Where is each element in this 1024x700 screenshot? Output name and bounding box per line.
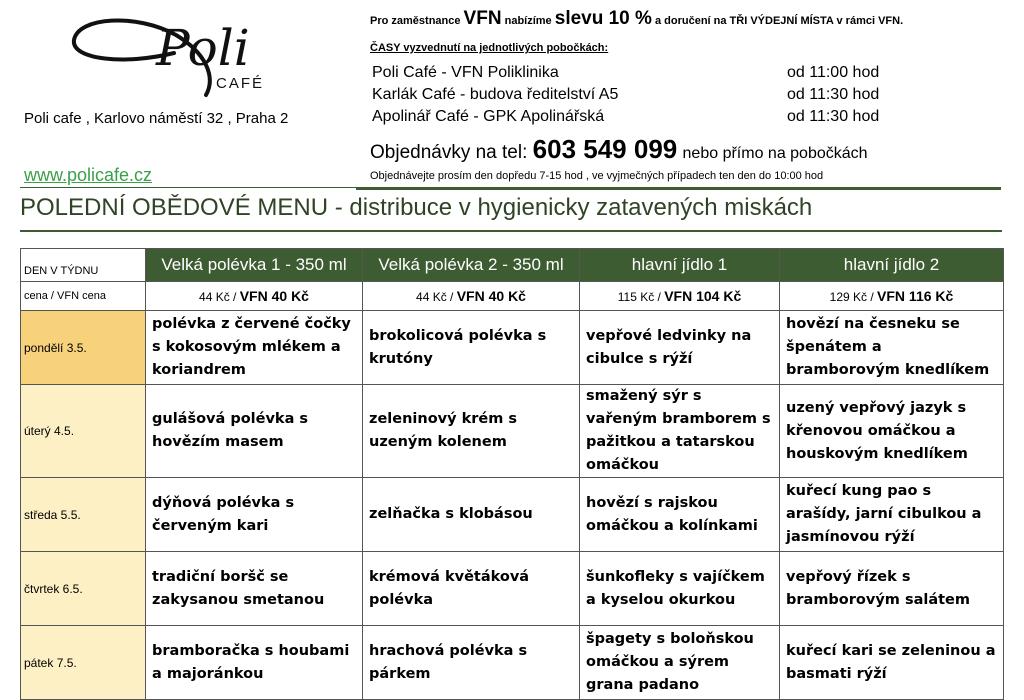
dish-cell: zeleninový krém s uzeným kolenem [363, 385, 580, 478]
dish-cell: kuřecí kari se zeleninou a basmati rýží [780, 626, 1004, 700]
location-time-2: od 11:30 hod [787, 86, 880, 103]
order-rest: nebo přímo na pobočkách [682, 145, 868, 162]
logo-subtext: CAFÉ [216, 75, 265, 92]
table-row [21, 385, 1004, 478]
divider [20, 230, 1002, 232]
promo-text-2: nabízíme [504, 15, 552, 27]
website-link[interactable]: www.policafe.cz [24, 165, 153, 185]
day-column-header: DEN V TÝDNU [21, 249, 146, 282]
dish-cell: gulášová polévka s hovězím masem [146, 385, 363, 478]
promo-text-1: Pro zaměstnance [370, 15, 461, 27]
dish-cell: uzený vepřový jazyk s křenovou omáčkou a houskovým knedlíkem [780, 385, 1004, 478]
table-row [21, 478, 1004, 552]
location-time-3: od 11:30 hod [787, 108, 880, 125]
promo-discount: slevu 10 % [554, 8, 652, 29]
price: 44 Kč / [199, 290, 237, 304]
poli-cafe-logo [56, 5, 286, 100]
table-header-row [21, 249, 1004, 282]
column-header-soup-2: Velká polévka 2 - 350 ml [363, 249, 580, 282]
pickup-title: ČASY vyzvednutí na jednotlivých pobočkách: [370, 42, 609, 54]
table-row [21, 311, 1004, 385]
vfn-price: VFN 40 Kč [239, 288, 309, 304]
dish-cell: tradiční boršč se zakysanou smetanou [146, 552, 363, 626]
price-label: cena / VFN cena [21, 282, 146, 311]
address: Poli cafe , Karlovo náměstí 32 , Praha 2 [24, 110, 289, 127]
promo-text-3: a doručení na TŘI VÝDEJNÍ MÍSTA v rámci VFN. [654, 15, 904, 27]
divider [20, 187, 356, 188]
vfn-price: VFN 40 Kč [456, 288, 526, 304]
location-time-1: od 11:00 hod [787, 64, 880, 81]
table-row [21, 626, 1004, 700]
dish-cell: šunkofleky s vajíčkem a kyselou okurkou [580, 552, 780, 626]
menu-table [20, 248, 1004, 700]
order-phone[interactable]: 603 549 099 [532, 134, 678, 164]
order-note: Objednávejte prosím den dopředu 7-15 hod , ve vyjmečných případech ten den do 10:00 hod [370, 170, 824, 182]
column-header-soup-1: Velká polévka 1 - 350 ml [146, 249, 363, 282]
column-header-main-1: hlavní jídlo 1 [580, 249, 780, 282]
price-cell [146, 282, 363, 311]
order-line [370, 134, 868, 165]
dish-cell: polévka z červené čočky s kokosovým mlékem a koriandrem [146, 311, 363, 385]
day-cell: pátek 7.5. [21, 626, 146, 700]
dish-cell: krémová květáková polévka [363, 552, 580, 626]
dish-cell: smažený sýr s vařeným bramborem s pažitkou a tatarskou omáčkou [580, 385, 780, 478]
location-name-2: Karlák Café - budova ředitelství A5 [372, 86, 619, 103]
table-row [21, 552, 1004, 626]
price: 129 Kč / [829, 290, 874, 304]
price: 44 Kč / [416, 290, 454, 304]
dish-cell: dýňová polévka s červeným kari [146, 478, 363, 552]
vfn-price: VFN 104 Kč [664, 288, 742, 304]
price-cell [580, 282, 780, 311]
day-cell: středa 5.5. [21, 478, 146, 552]
vfn-price: VFN 116 Kč [877, 288, 954, 304]
dish-cell: kuřecí kung pao s arašídy, jarní cibulkou a jasmínovou rýží [780, 478, 1004, 552]
dish-cell: zelňačka s klobásou [363, 478, 580, 552]
dish-cell: brokolicová polévka s krutóny [363, 311, 580, 385]
price: 115 Kč / [617, 290, 661, 304]
dish-cell: vepřový řízek s bramborovým salátem [780, 552, 1004, 626]
dish-cell: vepřové ledvinky na cibulce s rýží [580, 311, 780, 385]
dish-cell: hrachová polévka s párkem [363, 626, 580, 700]
promo-line [370, 8, 903, 30]
location-name-3: Apolinář Café - GPK Apolinářská [372, 108, 605, 125]
price-row [21, 282, 1004, 311]
day-cell: úterý 4.5. [21, 385, 146, 478]
dish-cell: hovězí na česneku se špenátem a bramborovým knedlíkem [780, 311, 1004, 385]
logo-text: Poli [156, 19, 250, 77]
divider [356, 187, 1001, 190]
dish-cell: hovězí s rajskou omáčkou a kolínkami [580, 478, 780, 552]
price-cell [363, 282, 580, 311]
column-header-main-2: hlavní jídlo 2 [780, 249, 1004, 282]
day-cell: pondělí 3.5. [21, 311, 146, 385]
day-cell: čtvrtek 6.5. [21, 552, 146, 626]
menu-title: POLEDNÍ OBĚDOVÉ MENU - distribuce v hygienicky zatavených miskách [20, 194, 813, 221]
order-label: Objednávky na tel: [370, 142, 528, 163]
location-name-1: Poli Café - VFN Poliklinika [372, 64, 559, 81]
price-cell [780, 282, 1004, 311]
dish-cell: bramboračka s houbami a majoránkou [146, 626, 363, 700]
dish-cell: špagety s boloňskou omáčkou a sýrem grana padano [580, 626, 780, 700]
promo-vfn: VFN [463, 8, 502, 29]
